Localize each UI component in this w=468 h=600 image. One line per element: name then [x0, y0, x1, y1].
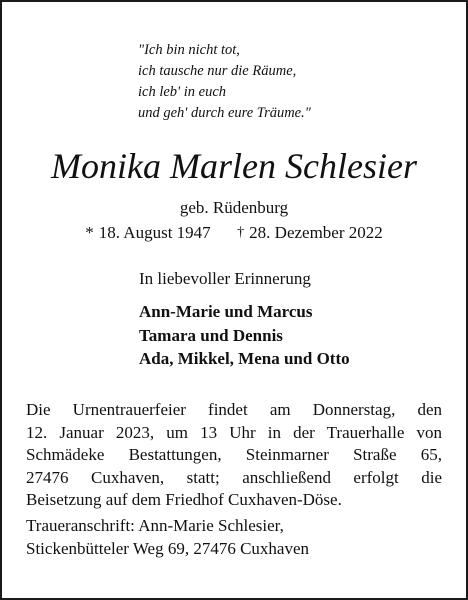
poem-line: "Ich bin nicht tot,	[138, 42, 240, 58]
remembrance-heading: In liebevoller Erinnerung	[139, 269, 311, 288]
address-line: Stickenbütteler Weg 69, 27476 Cuxhaven	[26, 538, 310, 558]
birth-date-group	[85, 223, 215, 242]
birth-symbol: *	[85, 223, 94, 242]
maiden-name: geb. Rüdenburg	[179, 198, 289, 217]
service-line: Schmädeke Bestattungen, Steinmarner Straße 65,	[26, 445, 442, 464]
mourners-list	[139, 300, 350, 371]
death-date: 28. Dezember 2022	[249, 223, 383, 242]
service-announcement	[26, 399, 442, 512]
death-date-group	[237, 223, 383, 242]
address-line: Traueranschrift: Ann-Marie Schlesier,	[26, 516, 284, 535]
poem-line: ich tausche nur die Räume,	[138, 63, 297, 79]
mourner-name: Ada, Mikkel, Mena und Otto	[139, 349, 350, 368]
service-line: 27476 Cuxhaven, statt; anschließend erfolgt die	[26, 467, 442, 487]
poem-line: und geh' durch eure Träume."	[138, 105, 311, 121]
mourning-address	[26, 515, 446, 560]
service-line: Die Urnentrauerfeier findet am Donnerstag, den	[26, 400, 442, 419]
life-dates	[2, 222, 466, 244]
mourner-name: Tamara und Dennis	[139, 325, 283, 345]
service-line: 12. Januar 2023, um 13 Uhr in der Trauerhalle von	[26, 422, 442, 442]
mourner-name: Ann-Marie und Marcus	[139, 302, 313, 321]
deceased-name: Monika Marlen Schlesier	[51, 146, 417, 186]
poem-line: ich leb' in euch	[138, 84, 227, 100]
service-line: Beisetzung auf dem Friedhof Cuxhaven-Döse.	[26, 490, 342, 509]
birth-date: 18. August 1947	[98, 223, 211, 242]
death-cross-icon: †	[237, 225, 245, 240]
poem-quote	[138, 40, 438, 124]
